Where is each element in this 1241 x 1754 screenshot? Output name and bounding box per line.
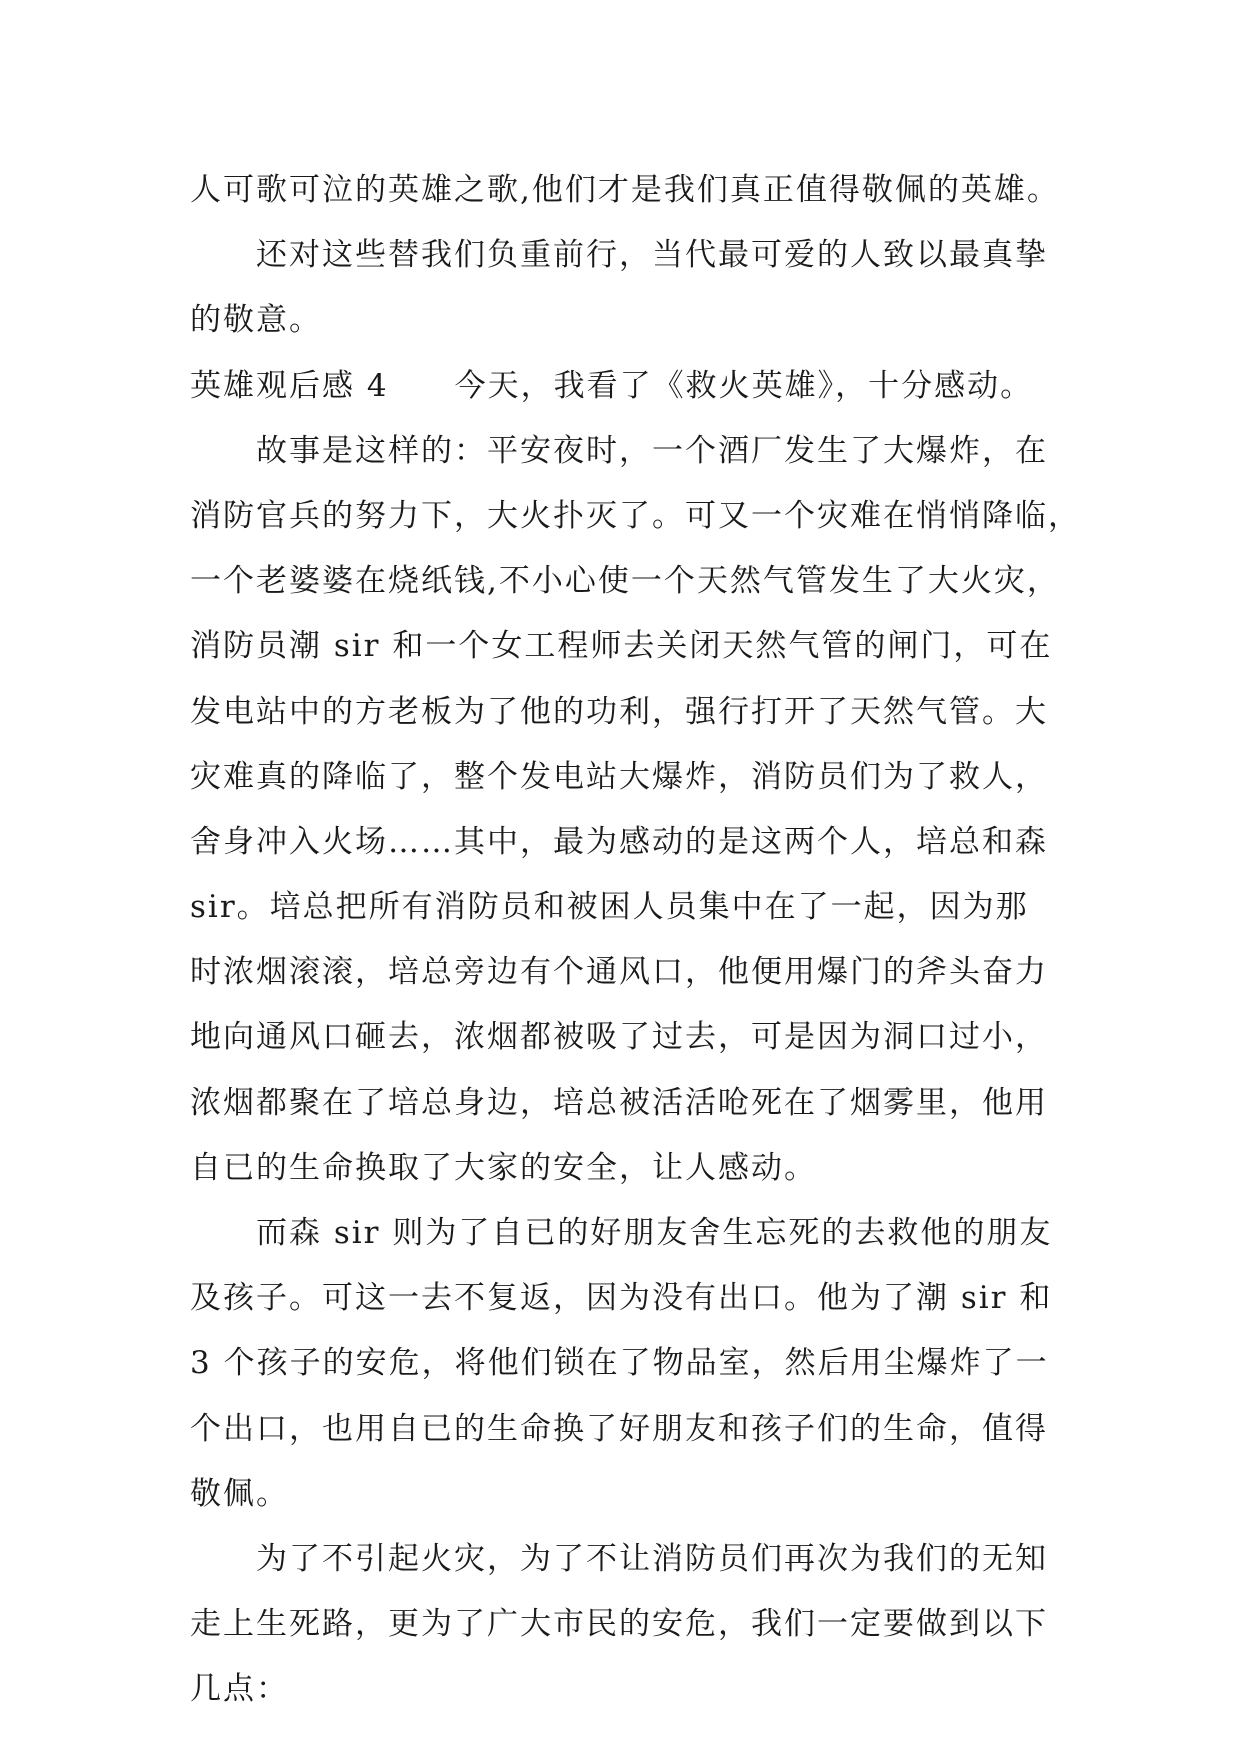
text-line: 走上生死路，更为了广大市民的安危，我们一定要做到以下 bbox=[190, 1606, 1048, 1643]
text-line: 发电站中的方老板为了他的功利，强行打开了天然气管。大 bbox=[190, 693, 1048, 730]
text-line: 个出口，也用自已的生命换了好朋友和孩子们的生命，值得 bbox=[190, 1410, 1048, 1447]
section-heading-line bbox=[190, 354, 1090, 419]
text-line: 消防官兵的努力下，大火扑灭了。可又一个灾难在悄悄降临， bbox=[190, 497, 1081, 534]
text-line: 一个老婆婆在烧纸钱,不小心使一个天然气管发生了大火灾， bbox=[190, 563, 1060, 600]
text-line: sir。培总把所有消防员和被困人员集中在了一起，因为那 bbox=[190, 889, 1029, 926]
text-line: 地向通风口砸去，浓烟都被吸了过去，可是因为洞口过小， bbox=[190, 1019, 1048, 1056]
text-line: 故事是这样的：平安夜时，一个酒厂发生了大爆炸，在 bbox=[256, 432, 1048, 469]
text-line: 而森 sir 则为了自已的好朋友舍生忘死的去救他的朋友 bbox=[256, 1215, 1053, 1251]
document-body bbox=[190, 158, 1090, 1723]
text-line: 时浓烟滚滚，培总旁边有个通风口，他便用爆门的斧头奋力 bbox=[190, 954, 1048, 991]
text-line: 3 个孩子的安危，将他们锁在了物品室，然后用尘爆炸了一 bbox=[190, 1345, 1049, 1382]
section-intro: 今天，我看了《救火英雄》，十分感动。 bbox=[454, 367, 1034, 404]
text-line: 还对这些替我们负重前行，当代最可爱的人致以最真挚 bbox=[256, 237, 1048, 274]
text-line: 浓烟都聚在了培总身边，培总被活活呛死在了烟雾里，他用 bbox=[190, 1084, 1048, 1121]
text-line: 的敬意。 bbox=[190, 302, 322, 339]
text-line: 为了不引起火灾，为了不让消防员们再次为我们的无知 bbox=[256, 1540, 1048, 1577]
text-line: 舍身冲入火场……其中，最为感动的是这两个人，培总和森 bbox=[190, 823, 1048, 860]
text-line: 消防员潮 sir 和一个女工程师去关闭天然气管的闸门，可在 bbox=[190, 628, 1053, 665]
text-line: 自已的生命换取了大家的安全，让人感动。 bbox=[190, 1149, 817, 1186]
text-line: 敬佩。 bbox=[190, 1475, 289, 1512]
text-line: 灾难真的降临了，整个发电站大爆炸，消防员们为了救人， bbox=[190, 758, 1048, 795]
section-heading: 英雄观后感 4 bbox=[190, 367, 389, 404]
text-line: 及孩子。可这一去不复返，因为没有出口。他为了潮 sir 和 bbox=[190, 1280, 1053, 1317]
text-line: 几点： bbox=[190, 1671, 289, 1708]
text-line: 人可歌可泣的英雄之歌,他们才是我们真正值得敬佩的英雄。 bbox=[190, 172, 1060, 208]
